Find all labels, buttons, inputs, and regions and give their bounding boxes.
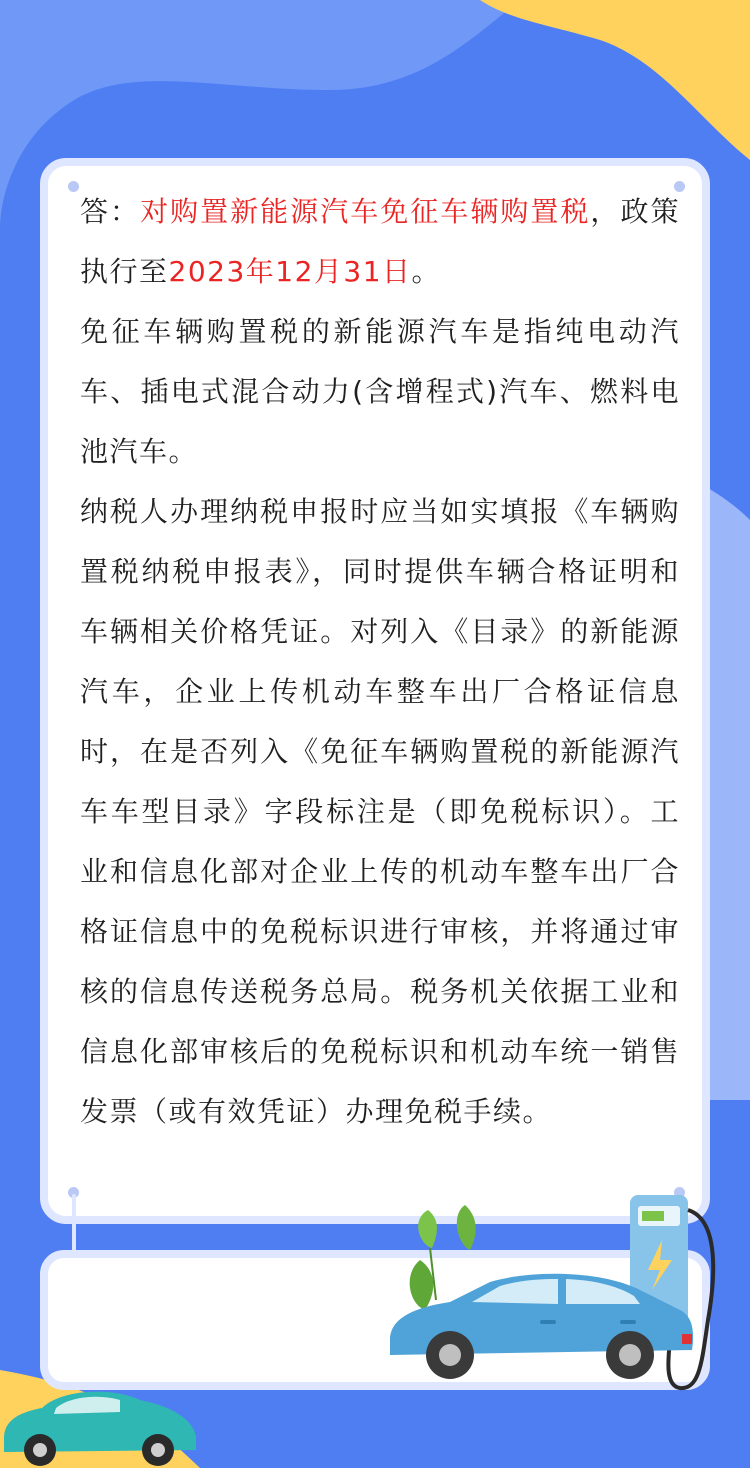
answer-mid: ，政策执行至	[80, 195, 680, 288]
highlight-exemption: 对购置新能源汽车免征车辆购置税	[140, 195, 591, 228]
answer-paragraph-1	[80, 182, 680, 302]
card-dot-top-left	[68, 181, 79, 192]
leaf-icon	[457, 1205, 476, 1250]
answer-end: 。	[411, 255, 442, 288]
highlight-date: 2023年12月31日	[168, 255, 412, 288]
leaf-icon	[410, 1260, 434, 1310]
answer-text	[80, 182, 680, 1142]
leaf-icon	[418, 1210, 437, 1248]
answer-paragraph-3: 纳税人办理纳税申报时应当如实填报《车辆购置税纳税申报表》，同时提供车辆合格证明和车辆相关价格凭证。对列入《目录》的新能源汽车，企业上传机动车整车出厂合格证信息时，在是否列入《免征车辆购置税的新能源汽车车型目录》字段标注是（即免税标识）。工业和信息化部对企业上传的机动车整车出厂合格证信息中的免税标识进行审核，并将通过审核的信息传送税务总局。税务机关依据工业和信息化部审核后的免税标识和机动车统一销售发票（或有效凭证）办理免税手续。	[80, 495, 680, 1128]
answer-prefix: 答：	[80, 195, 141, 228]
electric-car-illustration	[380, 1190, 730, 1400]
yellow-corner-shape	[480, 0, 750, 160]
retro-car-illustration	[0, 1378, 200, 1468]
answer-paragraph-2: 免征车辆购置税的新能源汽车是指纯电动汽车、插电式混合动力(含增程式)汽车、燃料电池汽车。	[80, 315, 680, 468]
